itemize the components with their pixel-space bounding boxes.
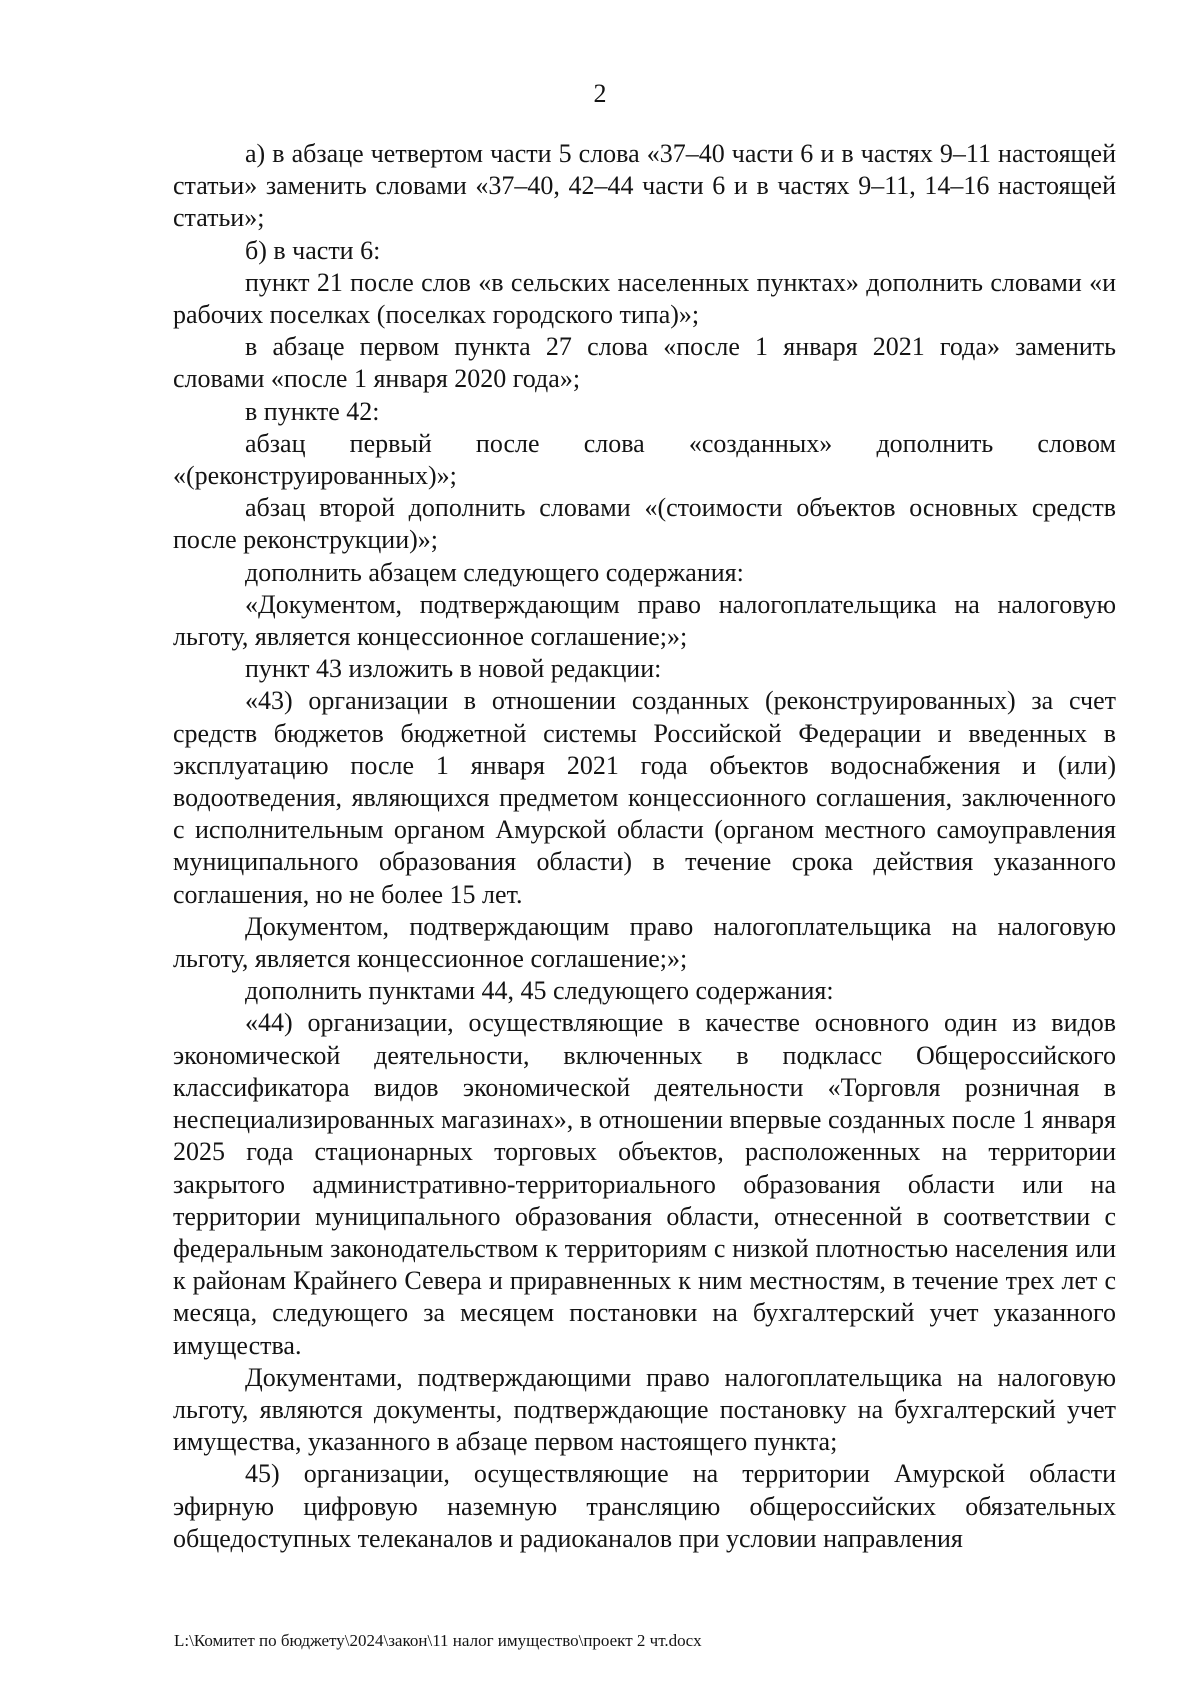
document-body bbox=[173, 138, 1116, 1555]
paragraph: «43) организации в отношении созданных (реконструированных) за счет средств бюджетов бюджетной системы Российской Федерации и введенных в эксплуатацию после 1 января 2021 года объектов водоснабжения и (или) водоотведения, являющихся предметом концессионного соглашения, заключенного с исполнительным органом Амурской области (органом местного самоуправления муниципального образования области) в течение срока действия указанного соглашения, но не более 15 лет. bbox=[173, 686, 1116, 909]
paragraph: дополнить пунктами 44, 45 следующего содержания: bbox=[245, 976, 834, 1006]
paragraph: «Документом, подтверждающим право налогоплательщика на налоговую льготу, является концессионное соглашение;»; bbox=[173, 589, 1116, 652]
paragraph: «44) организации, осуществляющие в качестве основного один из видов экономической деятельности, включенных в подкласс Общероссийского классификатора видов экономической деятельности «Торговля розничная в неспециализированных магазинах», в отношении впервые созданных после 1 января 2025 года стационарных торговых объектов, расположенных на территории закрытого административно-территориального образования области или на территории муниципального образования области, отнесенной в соответствии с федеральным законодательством к территориям с низкой плотностью населения или к районам Крайнего Севера и приравненных к ним местностям, в течение трех лет с месяца, следующего за месяцем постановки на бухгалтерский учет указанного имущества. bbox=[173, 1008, 1116, 1360]
paragraph: в пункте 42: bbox=[245, 396, 380, 426]
paragraph: абзац первый после слова «созданных» дополнить словом «(реконструированных)»; bbox=[173, 428, 1116, 491]
paragraph: а) в абзаце четвертом части 5 слова «37–40 части 6 и в частях 9–11 настоящей статьи» заменить словами «37–40, 42–44 части 6 и в частях 9–11, 14–16 настоящей статьи»; bbox=[173, 139, 1116, 233]
paragraph: Документом, подтверждающим право налогоплательщика на налоговую льготу, является концессионное соглашение;»; bbox=[173, 911, 1116, 974]
paragraph: абзац второй дополнить словами «(стоимости объектов основных средств после реконструкции)»; bbox=[173, 493, 1116, 555]
paragraph: Документами, подтверждающими право налогоплательщика на налоговую льготу, являются документы, подтверждающие постановку на бухгалтерский учет имущества, указанного в абзаце первом настоящего пункта; bbox=[173, 1362, 1116, 1457]
footer-file-path: L:\Комитет по бюджету\2024\закон\11 налог имущество\проект 2 чт.docx bbox=[174, 1631, 702, 1650]
paragraph: пункт 43 изложить в новой редакции: bbox=[245, 654, 662, 684]
paragraph: пункт 21 после слов «в сельских населенных пунктах» дополнить словами «и рабочих поселках (поселках городского типа)»; bbox=[173, 267, 1116, 330]
paragraph: 45) организации, осуществляющие на территории Амурской области эфирную цифровую наземную трансляцию общероссийских обязательных общедоступных телеканалов и радиоканалов при условии направления bbox=[173, 1459, 1116, 1553]
paragraph: в абзаце первом пункта 27 слова «после 1 января 2021 года» заменить словами «после 1 января 2020 года»; bbox=[173, 332, 1116, 394]
paragraph: б) в части 6: bbox=[245, 235, 381, 265]
page-number: 2 bbox=[593, 79, 607, 108]
paragraph: дополнить абзацем следующего содержания: bbox=[245, 557, 744, 587]
